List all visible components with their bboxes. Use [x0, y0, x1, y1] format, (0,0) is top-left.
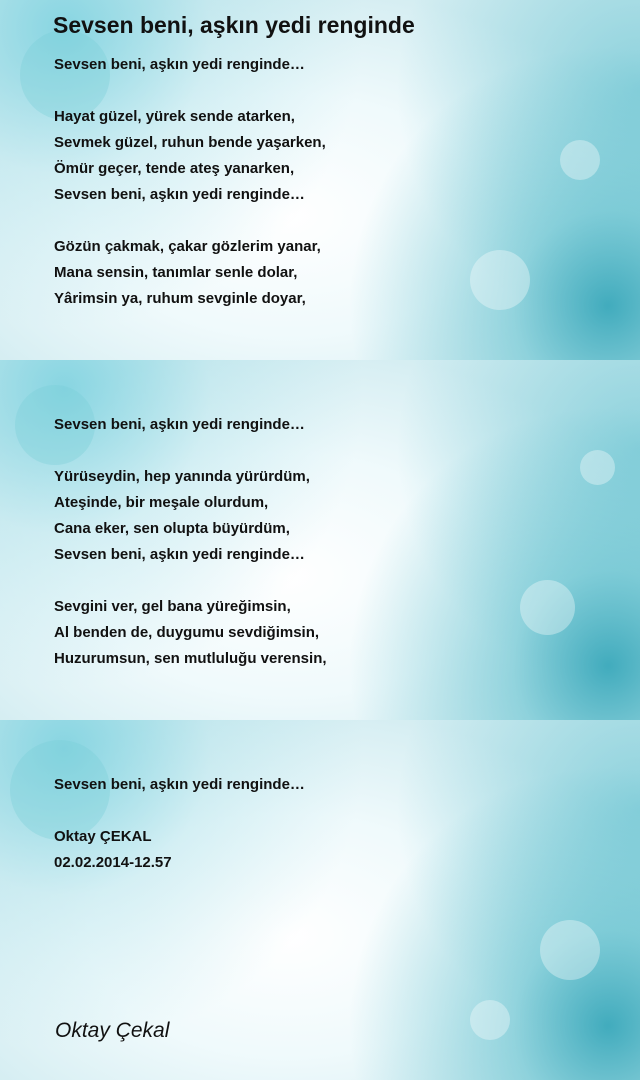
- stanza: [54, 594, 327, 672]
- poem-line: Cana eker, sen olupta büyürdüm,: [54, 520, 290, 537]
- poem-line: Sevsen beni, aşkın yedi renginde…: [54, 56, 305, 73]
- poem-line: Sevsen beni, aşkın yedi renginde…: [54, 776, 305, 793]
- stanza: [54, 234, 321, 312]
- poem-line: Hayat güzel, yürek sende atarken,: [54, 108, 295, 125]
- poem-line: Sevmek güzel, ruhun bende yaşarken,: [54, 134, 326, 151]
- poem-line: Gözün çakmak, çakar gözlerim yanar,: [54, 238, 321, 255]
- poem-line: Huzurumsun, sen mutluluğu verensin,: [54, 650, 327, 667]
- poem-line: Sevsen beni, aşkın yedi renginde…: [54, 546, 305, 563]
- stanza-refrain: [54, 772, 305, 798]
- poem-date: 02.02.2014-12.57: [54, 854, 172, 871]
- stanza-refrain: [54, 52, 305, 78]
- author-signature: Oktay Çekal: [55, 1019, 170, 1042]
- poem-line: Sevsen beni, aşkın yedi renginde…: [54, 186, 305, 203]
- poem-line: Yârimsin ya, ruhum sevginle doyar,: [54, 290, 306, 307]
- author-name: Oktay ÇEKAL: [54, 828, 152, 845]
- author-block: [54, 824, 172, 876]
- stanza: [54, 464, 310, 568]
- poem-line: Mana sensin, tanımlar senle dolar,: [54, 264, 298, 281]
- poem-line: Sevgini ver, gel bana yüreğimsin,: [54, 598, 291, 615]
- poem-line: Yürüseydin, hep yanında yürürdüm,: [54, 468, 310, 485]
- poem-title: Sevsen beni, aşkın yedi renginde: [53, 12, 415, 38]
- stanza: [54, 104, 326, 208]
- poem-line: Ömür geçer, tende ateş yanarken,: [54, 160, 295, 177]
- poem-line: Al benden de, duygumu sevdiğimsin,: [54, 624, 320, 641]
- poem-line: Ateşinde, bir meşale olurdum,: [54, 494, 269, 511]
- poem-line: Sevsen beni, aşkın yedi renginde…: [54, 416, 305, 433]
- stanza-refrain: [54, 412, 305, 438]
